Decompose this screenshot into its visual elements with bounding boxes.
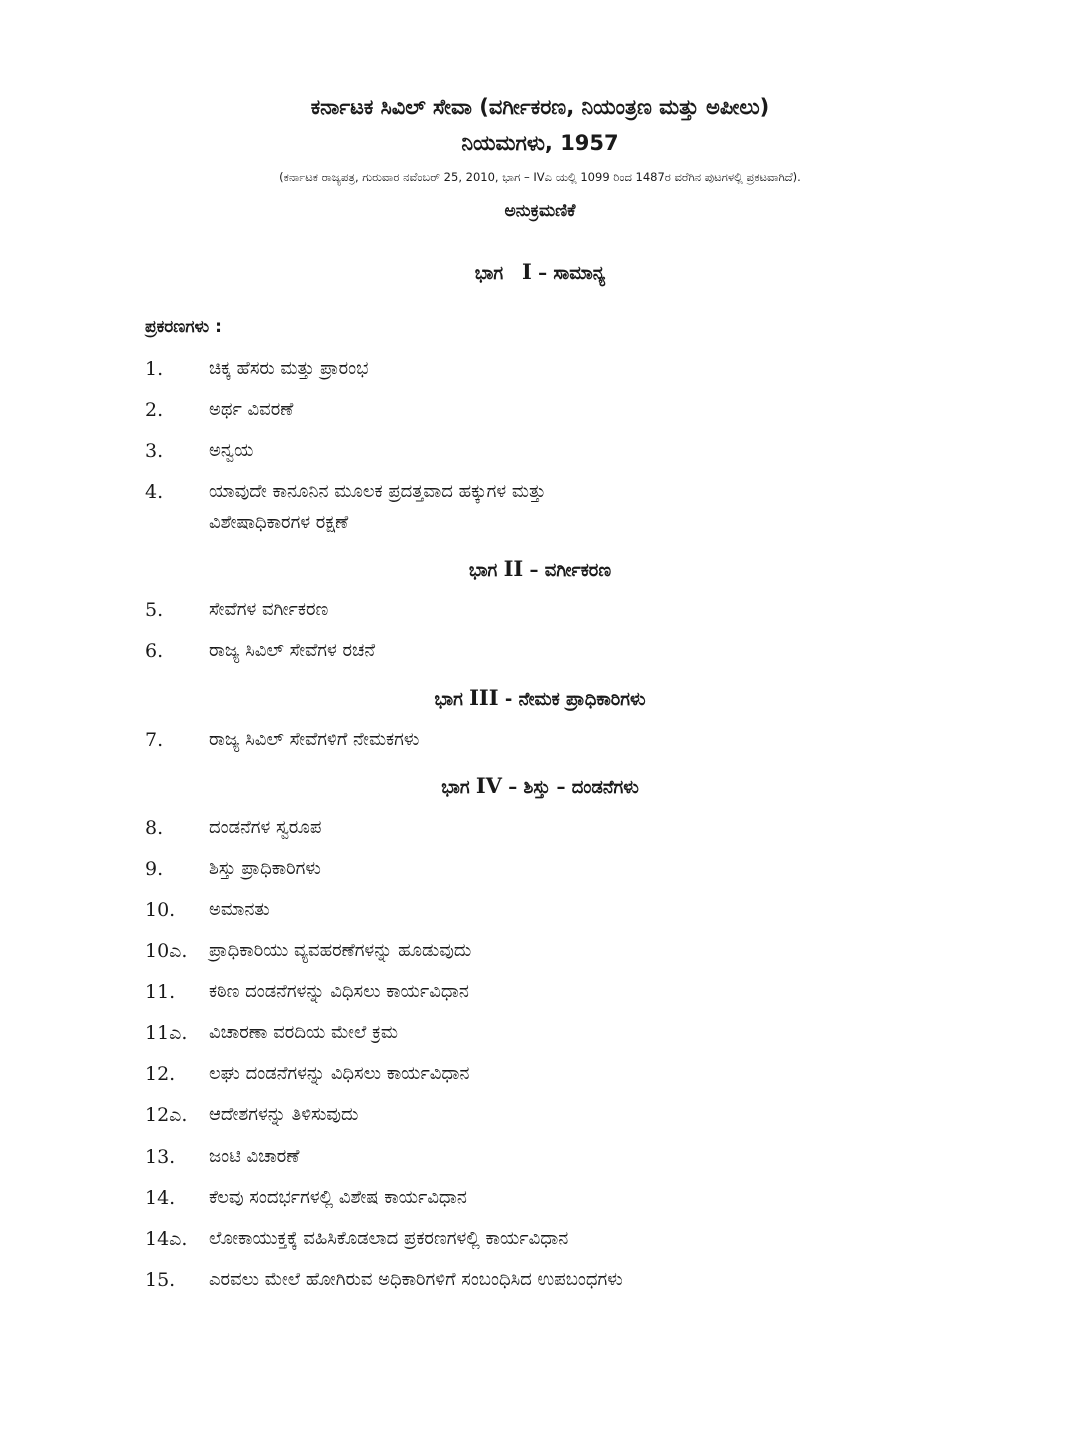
item-text: ಚಿಕ್ಕ ಹೆಸರು ಮತ್ತು ಪ್ರಾರಂಭ <box>209 358 369 379</box>
item-number: 11ಎ. <box>145 1022 188 1044</box>
part-roman-numeral: IV <box>475 773 502 798</box>
item-text: ರಾಜ್ಯ ಸಿವಿಲ್ ಸೇವೆಗಳ ರಚನೆ <box>209 640 376 661</box>
item-text: ಕೆಲವು ಸಂದರ್ಭಗಳಲ್ಲಿ ವಿಶೇಷ ಕಾರ್ಯವಿಧಾನ <box>209 1187 467 1208</box>
item-text: ಪ್ರಾಧಿಕಾರಿಯು ವ್ಯವಹರಣೆಗಳನ್ನು ಹೂಡುವುದು <box>209 940 472 961</box>
item-text: ಸೇವೆಗಳ ವರ್ಗೀಕರಣ <box>209 599 329 620</box>
item-number: 1. <box>145 358 164 380</box>
part-roman-numeral: II <box>503 556 524 581</box>
item-number: 6. <box>145 640 164 662</box>
item-text: ದಂಡನೆಗಳ ಸ್ವರೂಪ <box>209 817 322 838</box>
item-number: 8. <box>145 817 164 839</box>
item-number: 14. <box>145 1187 176 1209</box>
item-text: ಜಂಟಿ ವಿಚಾರಣೆ <box>209 1146 300 1167</box>
item-text: ಲಘು ದಂಡನೆಗಳನ್ನು ವಿಧಿಸಲು ಕಾರ್ಯವಿಧಾನ <box>209 1063 470 1084</box>
document-title-line1: ಕರ್ನಾಟಕ ಸಿವಿಲ್ ಸೇವಾ (ವರ್ಗೀಕರಣ, ನಿಯಂತ್ರಣ ಮತ್ತು ಅಪೀಲು) <box>310 95 770 119</box>
item-number: 7. <box>145 729 164 751</box>
item-number: 15. <box>145 1269 176 1291</box>
part-roman-numeral: III <box>469 685 499 710</box>
item-text: ವಿಚಾರಣಾ ವರದಿಯ ಮೇಲೆ ಕ್ರಮ <box>209 1022 399 1043</box>
part-separator: – <box>538 263 548 284</box>
item-number: 12. <box>145 1063 176 1085</box>
item-text: ಲೋಕಾಯುಕ್ತಕ್ಕೆ ವಹಿಸಿಕೊಡಲಾದ ಪ್ರಕರಣಗಳಲ್ಲಿ ಕಾರ್ಯವಿಧಾನ <box>209 1228 569 1249</box>
item-number: 2. <box>145 399 164 421</box>
item-text: ಎರವಲು ಮೇಲೆ ಹೋಗಿರುವ ಅಧಿಕಾರಿಗಳಿಗೆ ಸಂಬಂಧಿಸಿದ ಉಪಬಂಧಗಳು <box>209 1269 623 1290</box>
item-number: 12ಎ. <box>145 1104 188 1126</box>
part-prefix: ಭಾಗ <box>441 777 470 798</box>
item-text: ಆದೇಶಗಳನ್ನು ತಿಳಿಸುವುದು <box>209 1104 359 1125</box>
clauses-label: ಪ್ರಕರಣಗಳು : <box>145 317 222 337</box>
item-number: 4. <box>145 481 164 503</box>
part-title: ಸಾಮಾನ್ಯ <box>553 263 606 284</box>
document-title-line2: ನಿಯಮಗಳು, 1957 <box>461 131 619 155</box>
part-prefix: ಭಾಗ <box>468 560 498 581</box>
part-prefix: ಭಾಗ <box>474 263 504 284</box>
item-text: ಶಿಸ್ತು ಪ್ರಾಧಿಕಾರಿಗಳು <box>209 858 321 879</box>
part-title: ನೇಮಕ ಪ್ರಾಧಿಕಾರಿಗಳು <box>518 689 646 710</box>
part-prefix: ಭಾಗ <box>434 689 463 710</box>
toc-heading: ಅನುಕ್ರಮಣಿಕೆ <box>504 201 576 221</box>
item-text: ರಾಜ್ಯ ಸಿವಿಲ್ ಸೇವೆಗಳಿಗೆ ನೇಮಕಗಳು <box>209 729 420 750</box>
part-heading-3 <box>0 684 1080 714</box>
item-number: 11. <box>145 981 176 1003</box>
item-number: 10. <box>145 899 176 921</box>
item-number: 9. <box>145 858 164 880</box>
item-text: ಯಾವುದೇ ಕಾನೂನಿನ ಮೂಲಕ ಪ್ರದತ್ತವಾದ ಹಕ್ಕುಗಳ ಮತ್ತು <box>209 481 546 502</box>
part-title: ವರ್ಗೀಕರಣ <box>544 560 612 581</box>
item-number: 10ಎ. <box>145 940 188 962</box>
item-number: 5. <box>145 599 164 621</box>
part-heading-4 <box>0 772 1080 802</box>
part-title: ಶಿಸ್ತು – ದಂಡನೆಗಳು <box>523 777 639 798</box>
item-text: ಕಠಿಣ ದಂಡನೆಗಳನ್ನು ವಿಧಿಸಲು ಕಾರ್ಯವಿಧಾನ <box>209 981 469 1002</box>
part-separator: - <box>504 689 513 710</box>
part-separator: – <box>529 560 539 581</box>
item-text: ಅನ್ವಯ <box>209 440 254 461</box>
part-roman-numeral: I <box>521 259 532 284</box>
item-text: ವಿಶೇಷಾಧಿಕಾರಗಳ ರಕ್ಷಣೆ <box>209 512 349 533</box>
part-heading-2 <box>0 555 1080 585</box>
part-separator: – <box>508 777 518 798</box>
item-text: ಅರ್ಥ ವಿವರಣೆ <box>209 399 294 420</box>
part-heading-1 <box>0 258 1080 288</box>
item-number: 14ಎ. <box>145 1228 188 1250</box>
publication-note: (ಕರ್ನಾಟಕ ರಾಜ್ಯಪತ್ರ, ಗುರುವಾರ ನವೆಂಬರ್ 25, 2010, ಭಾಗ – IVಎ ಯಲ್ಲಿ 1099 ರಿಂದ 1487ರ ವರೆಗಿನ ಪುಟಗಳಲ್ಲಿ ಪ್ರಕಟವಾಗಿದೆ). <box>279 170 801 184</box>
item-text: ಅಮಾನತು <box>209 899 270 920</box>
item-number: 3. <box>145 440 164 462</box>
item-number: 13. <box>145 1146 176 1168</box>
